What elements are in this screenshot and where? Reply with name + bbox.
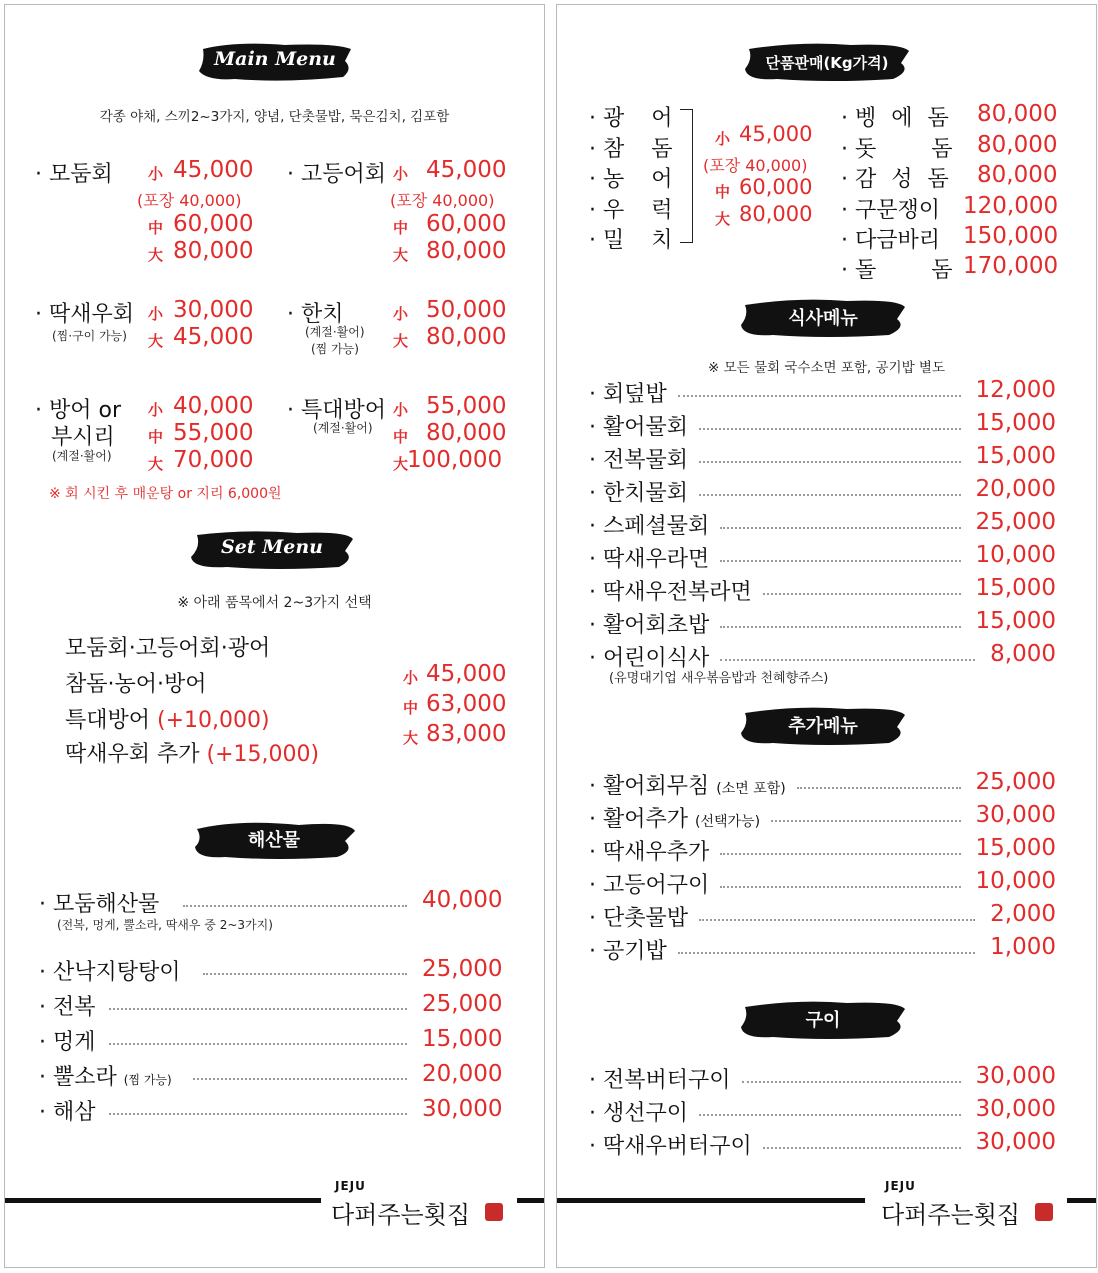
price: 15,000 xyxy=(975,835,1056,861)
meal-banner xyxy=(737,297,909,339)
set-menu-title: Set Menu xyxy=(221,536,323,558)
size-small: 小 xyxy=(393,305,409,323)
dot-leader xyxy=(763,593,961,595)
dot-leader xyxy=(720,626,960,628)
menu-item-name: · 전복버터구이 xyxy=(589,1068,731,1093)
takeout-price: (포장 40,000) xyxy=(390,191,495,210)
price: 10,000 xyxy=(975,868,1056,894)
brand-name: 다퍼주는횟집 xyxy=(881,1201,1021,1229)
footer-rule xyxy=(1067,1198,1096,1203)
takeout-price: (포장 40,000) xyxy=(137,191,242,210)
price: 170,000 xyxy=(963,253,1059,279)
dot-leader xyxy=(742,1081,961,1083)
size-small: 小 xyxy=(393,165,409,183)
size-large: 大 xyxy=(148,455,164,473)
meal-title: 식사메뉴 xyxy=(788,308,858,329)
price: 40,000 xyxy=(422,887,503,913)
price: 30,000 xyxy=(975,802,1056,828)
right-menu-panel xyxy=(556,4,1097,1268)
price: 80,000 xyxy=(977,132,1058,158)
item-subnote: (계절·활어) xyxy=(52,449,112,463)
single-sale-banner xyxy=(741,41,913,83)
size-small: 小 xyxy=(393,401,409,419)
group-bracket xyxy=(680,109,693,243)
seafood-banner xyxy=(189,819,359,861)
footer-rule xyxy=(557,1198,865,1203)
price: 25,000 xyxy=(975,769,1056,795)
dot-leader xyxy=(109,1113,407,1115)
fish-item: · 돌 돔 xyxy=(841,258,977,283)
price: 55,000 xyxy=(173,420,254,446)
size-large: 大 xyxy=(393,332,409,350)
price: 20,000 xyxy=(422,1061,503,1087)
dot-leader xyxy=(699,1114,961,1116)
dot-leader xyxy=(720,886,960,888)
menu-item-name: · 딱새우라면 xyxy=(589,547,710,572)
main-menu-title: Main Menu xyxy=(214,48,336,70)
dot-leader xyxy=(797,787,961,789)
price: 8,000 xyxy=(990,641,1056,667)
meal-note: ※ 모든 물회 국수소면 포함, 공기밥 별도 xyxy=(708,360,945,376)
price: 80,000 xyxy=(426,420,507,446)
takeout-price: (포장 40,000) xyxy=(703,156,808,175)
price: 80,000 xyxy=(426,238,507,264)
fish-item: · 다금바리 xyxy=(841,228,941,253)
main-menu-note: 각종 야채, 스끼2~3가지, 양념, 단촛물밥, 묵은김치, 김포함 xyxy=(99,109,450,125)
set-line: 참돔·농어·방어 xyxy=(65,672,207,697)
menu-item-name: · 활어회초밥 xyxy=(589,613,710,638)
price: 80,000 xyxy=(173,238,254,264)
price: 60,000 xyxy=(173,211,254,237)
menu-item-modum: · 모둠회 xyxy=(35,162,113,187)
item-subnote: (계절·활어) xyxy=(313,421,373,435)
size-large: 大 xyxy=(403,729,419,747)
set-line: 모둠회·고등어회·광어 xyxy=(65,636,271,661)
price: 30,000 xyxy=(173,297,254,323)
item-subnote-red: (찜 가능) xyxy=(311,342,359,356)
fish-item: · 밀 치 xyxy=(589,228,683,253)
size-small: 小 xyxy=(715,130,731,148)
price: 45,000 xyxy=(426,157,507,183)
dot-leader xyxy=(699,461,961,463)
seal-stamp xyxy=(485,1203,503,1221)
menu-item-name: · 활어물회 xyxy=(589,415,689,440)
price: 15,000 xyxy=(975,575,1056,601)
dot-leader xyxy=(699,494,961,496)
price: 45,000 xyxy=(426,661,507,687)
price: 80,000 xyxy=(739,202,813,226)
seafood-item: · 산낙지탕탕이 xyxy=(39,960,181,985)
size-large: 大 xyxy=(148,332,164,350)
dot-leader xyxy=(720,853,960,855)
dot-leader xyxy=(678,395,961,397)
price: 45,000 xyxy=(173,324,254,350)
menu-item-name: · 회덮밥 xyxy=(589,382,667,407)
menu-item-name: · 딱새우전복라면 xyxy=(589,580,752,605)
size-medium: 中 xyxy=(715,183,731,201)
price: 20,000 xyxy=(975,476,1056,502)
dot-leader xyxy=(193,1078,407,1080)
seafood-item: · 모둠해산물 xyxy=(39,892,160,917)
menu-item-yellowtail-line2: 부시리 xyxy=(51,425,115,450)
price: 50,000 xyxy=(426,297,507,323)
dot-leader xyxy=(771,820,960,822)
menu-item-yellowtail: · 방어 or xyxy=(35,398,122,423)
set-line-shrimp: 딱새우회 추가 (+15,000) xyxy=(65,742,320,767)
dot-leader xyxy=(183,905,407,907)
set-line-large-yellowtail: 특대방어 (+10,000) xyxy=(65,708,270,733)
price: 1,000 xyxy=(990,934,1056,960)
price: 80,000 xyxy=(426,324,507,350)
fish-item: · 농 어 xyxy=(589,167,683,192)
seafood-item: · 뿔소라 (찜 가능) xyxy=(39,1065,172,1090)
size-large: 大 xyxy=(393,455,409,473)
extra-title: 추가메뉴 xyxy=(788,716,858,737)
menu-item-large-yellowtail: · 특대방어 xyxy=(287,398,387,423)
seal-stamp xyxy=(1035,1203,1053,1221)
price: 45,000 xyxy=(173,157,254,183)
menu-item-name: · 딱새우추가 xyxy=(589,840,710,865)
footer-jeju: JEJU xyxy=(335,1179,366,1193)
menu-item-name: · 공기밥 xyxy=(589,939,667,964)
size-medium: 中 xyxy=(393,428,409,446)
fish-item: · 광 어 xyxy=(589,106,683,131)
dot-leader xyxy=(720,659,975,661)
size-small: 小 xyxy=(148,165,164,183)
item-subnote: (찜·구이 가능) xyxy=(52,329,127,343)
spicy-soup-note: ※ 회 시킨 후 매운탕 or 지리 6,000원 xyxy=(49,486,282,502)
price: 30,000 xyxy=(975,1129,1056,1155)
price: 15,000 xyxy=(975,410,1056,436)
fish-item: · 참 돔 xyxy=(589,137,683,162)
dot-leader xyxy=(720,527,960,529)
fish-item: · 구문쟁이 xyxy=(841,198,941,223)
menu-item-name: · 단촛물밥 xyxy=(589,906,689,931)
size-large: 大 xyxy=(715,210,731,228)
size-medium: 中 xyxy=(393,219,409,237)
main-menu-banner xyxy=(195,41,355,83)
price: 80,000 xyxy=(977,162,1058,188)
grill-banner xyxy=(737,999,909,1041)
single-sale-title: 단품판매(Kg가격) xyxy=(765,54,889,72)
menu-item-name: · 딱새우버터구이 xyxy=(589,1134,752,1159)
price: 70,000 xyxy=(173,447,254,473)
price: 30,000 xyxy=(975,1096,1056,1122)
size-medium: 中 xyxy=(148,428,164,446)
size-large: 大 xyxy=(393,246,409,264)
set-menu-banner xyxy=(187,529,357,571)
price: 60,000 xyxy=(426,211,507,237)
price: 25,000 xyxy=(975,509,1056,535)
seafood-item: · 멍게 xyxy=(39,1030,96,1055)
kids-meal-note: (유명대기업 새우볶음밥과 천혜향쥬스) xyxy=(609,671,829,686)
price: 40,000 xyxy=(173,393,254,419)
menu-item-mackerel: · 고등어회 xyxy=(287,162,387,187)
grill-title: 구이 xyxy=(805,1010,841,1031)
seafood-title: 해산물 xyxy=(247,830,301,851)
item-subnote: (전복, 멍게, 뿔소라, 딱새우 중 2~3가지) xyxy=(57,918,273,932)
price: 25,000 xyxy=(422,991,503,1017)
price: 10,000 xyxy=(975,542,1056,568)
menu-item-squid: · 한치 xyxy=(287,302,344,327)
left-menu-panel xyxy=(4,4,545,1268)
price: 83,000 xyxy=(426,721,507,747)
price: 80,000 xyxy=(977,101,1058,127)
menu-item-name: · 전복물회 xyxy=(589,448,689,473)
footer-rule xyxy=(517,1198,544,1203)
size-medium: 中 xyxy=(148,219,164,237)
seafood-item: · 해삼 xyxy=(39,1100,96,1125)
price: 15,000 xyxy=(975,608,1056,634)
size-large: 大 xyxy=(148,246,164,264)
price: 100,000 xyxy=(407,447,503,473)
fish-item: · 우 럭 xyxy=(589,198,683,223)
size-small: 小 xyxy=(148,305,164,323)
size-small: 小 xyxy=(403,669,419,687)
price: 2,000 xyxy=(990,901,1056,927)
price: 30,000 xyxy=(975,1063,1056,1089)
menu-item-name: · 활어회무침 (소면 포함) xyxy=(589,774,786,799)
fish-item: · 벵 에 돔 xyxy=(841,106,953,131)
price: 15,000 xyxy=(975,443,1056,469)
item-subnote: (계절·활어) xyxy=(305,325,365,339)
fish-item: · 감 성 돔 xyxy=(841,167,953,192)
price: 30,000 xyxy=(422,1096,503,1122)
dot-leader xyxy=(720,560,960,562)
price: 45,000 xyxy=(739,122,813,146)
price: 15,000 xyxy=(422,1026,503,1052)
size-small: 小 xyxy=(148,401,164,419)
dot-leader xyxy=(699,428,961,430)
dot-leader xyxy=(678,952,975,954)
footer-rule xyxy=(5,1198,321,1203)
dot-leader xyxy=(699,919,975,921)
fish-item: · 돗 돔 xyxy=(841,137,977,162)
footer-jeju: JEJU xyxy=(885,1179,916,1193)
menu-item-name: · 한치물회 xyxy=(589,481,689,506)
menu-item-name: · 어린이식사 xyxy=(589,646,710,671)
dot-leader xyxy=(109,1043,407,1045)
dot-leader xyxy=(763,1147,961,1149)
price: 55,000 xyxy=(426,393,507,419)
price: 120,000 xyxy=(963,193,1059,219)
price: 63,000 xyxy=(426,691,507,717)
price: 25,000 xyxy=(422,956,503,982)
menu-item-name: · 스페셜물회 xyxy=(589,514,710,539)
menu-item-shrimp: · 딱새우회 xyxy=(35,302,135,327)
menu-item-name: · 생선구이 xyxy=(589,1101,689,1126)
brand-name: 다퍼주는횟집 xyxy=(331,1201,471,1229)
menu-item-name: · 고등어구이 xyxy=(589,873,710,898)
menu-item-name: · 활어추가 (선택가능) xyxy=(589,807,761,832)
dot-leader xyxy=(203,973,407,975)
price: 150,000 xyxy=(963,223,1059,249)
set-menu-note: ※ 아래 품목에서 2~3가지 선택 xyxy=(177,595,372,611)
seafood-item: · 전복 xyxy=(39,995,96,1020)
price: 60,000 xyxy=(739,175,813,199)
extra-banner xyxy=(737,705,909,747)
dot-leader xyxy=(109,1008,407,1010)
price: 12,000 xyxy=(975,377,1056,403)
size-medium: 中 xyxy=(403,699,419,717)
